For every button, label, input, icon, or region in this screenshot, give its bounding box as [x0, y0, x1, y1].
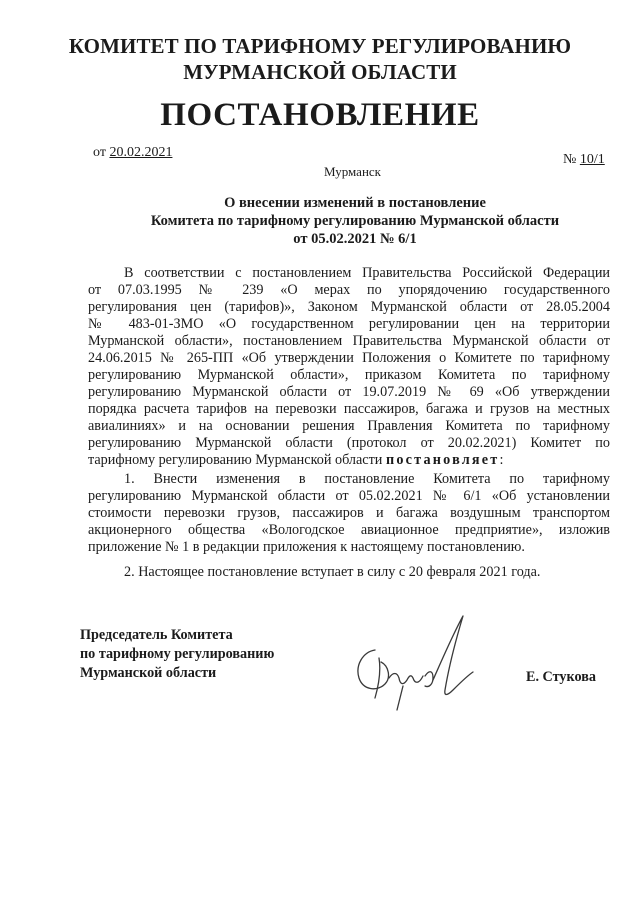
handwritten-signature: [345, 610, 475, 715]
number-value: 10/1: [579, 152, 605, 167]
body-line: Мурманской области», постановлением Правительства Мурманской области от: [88, 333, 610, 349]
organization-name-line2: МУРМАНСКОЙ ОБЛАСТИ: [183, 60, 457, 84]
body-line: порядка расчета тарифов на перевозки пассажиров, багажа и грузов на местных: [88, 401, 610, 417]
item1-line: акционерного общества «Вологодское авиационное предприятие», изложив: [88, 522, 610, 538]
subject-line1: О внесении изменений в постановление: [224, 195, 486, 211]
body-line: 24.06.2015 № 265-ПП «Об утверждении Положения о Комитете по тарифному: [88, 350, 610, 366]
document-number: [563, 152, 605, 168]
document-date: [93, 145, 172, 161]
body-line: от 07.03.1995 № 239 «О мерах по упорядочению государственного: [88, 282, 610, 298]
decree-colon: :: [499, 452, 504, 468]
signatory-name: Е. Стукова: [526, 669, 596, 685]
signatory-title-line2: по тарифному регулированию: [80, 646, 275, 662]
organization-name-line1: КОМИТЕТ ПО ТАРИФНОМУ РЕГУЛИРОВАНИЮ: [68, 34, 572, 58]
date-value: 20.02.2021: [109, 145, 173, 160]
body-line: регулирования цен (тарифов)», Законом Мурманской области от 28.05.2004: [88, 299, 610, 315]
document-city: Мурманск: [324, 164, 381, 179]
subject-line3: от 05.02.2021 № 6/1: [293, 231, 417, 247]
body-line: авиалиниях» и на основании решения Правления Комитета по тарифному: [88, 418, 610, 434]
date-prefix: от: [93, 145, 106, 160]
item1-line: 1. Внести изменения в постановление Комитета по тарифному: [124, 471, 610, 487]
body-line: регулированию Мурманской области», приказом Комитета по тарифному: [88, 367, 610, 383]
signatory-title-line1: Председатель Комитета: [80, 627, 233, 643]
document-type-title: ПОСТАНОВЛЕНИЕ: [160, 97, 480, 133]
body-last-line-text: тарифному регулированию Мурманской области: [88, 452, 383, 468]
item2-line: 2. Настоящее постановление вступает в силу с 20 февраля 2021 года.: [124, 564, 541, 580]
number-prefix: №: [563, 152, 577, 167]
subject-line2: Комитета по тарифному регулированию Мурманской области: [150, 213, 560, 229]
body-line-decree: [88, 453, 610, 468]
body-line: регулированию Мурманской области от 19.07.2019 № 69 «Об утверждении: [88, 384, 610, 400]
signatory-title-line3: Мурманской области: [80, 665, 217, 681]
body-line: регулированию Мурманской области (протокол от 20.02.2021) Комитет по: [88, 435, 610, 451]
item1-line: стоимости перевозки грузов, пассажиров и багажа воздушным транспортом: [88, 505, 610, 521]
body-line: В соответствии с постановлением Правительства Российской Федерации: [124, 265, 610, 281]
decree-word: постановляет: [385, 452, 500, 468]
body-line: № 483-01-ЗМО «О государственном регулировании цен на территории: [88, 316, 610, 332]
item1-line: приложение № 1 в редакции приложения к настоящему постановлению.: [88, 539, 525, 555]
item1-line: регулированию Мурманской области от 05.02.2021 № 6/1 «Об установлении: [88, 488, 610, 504]
